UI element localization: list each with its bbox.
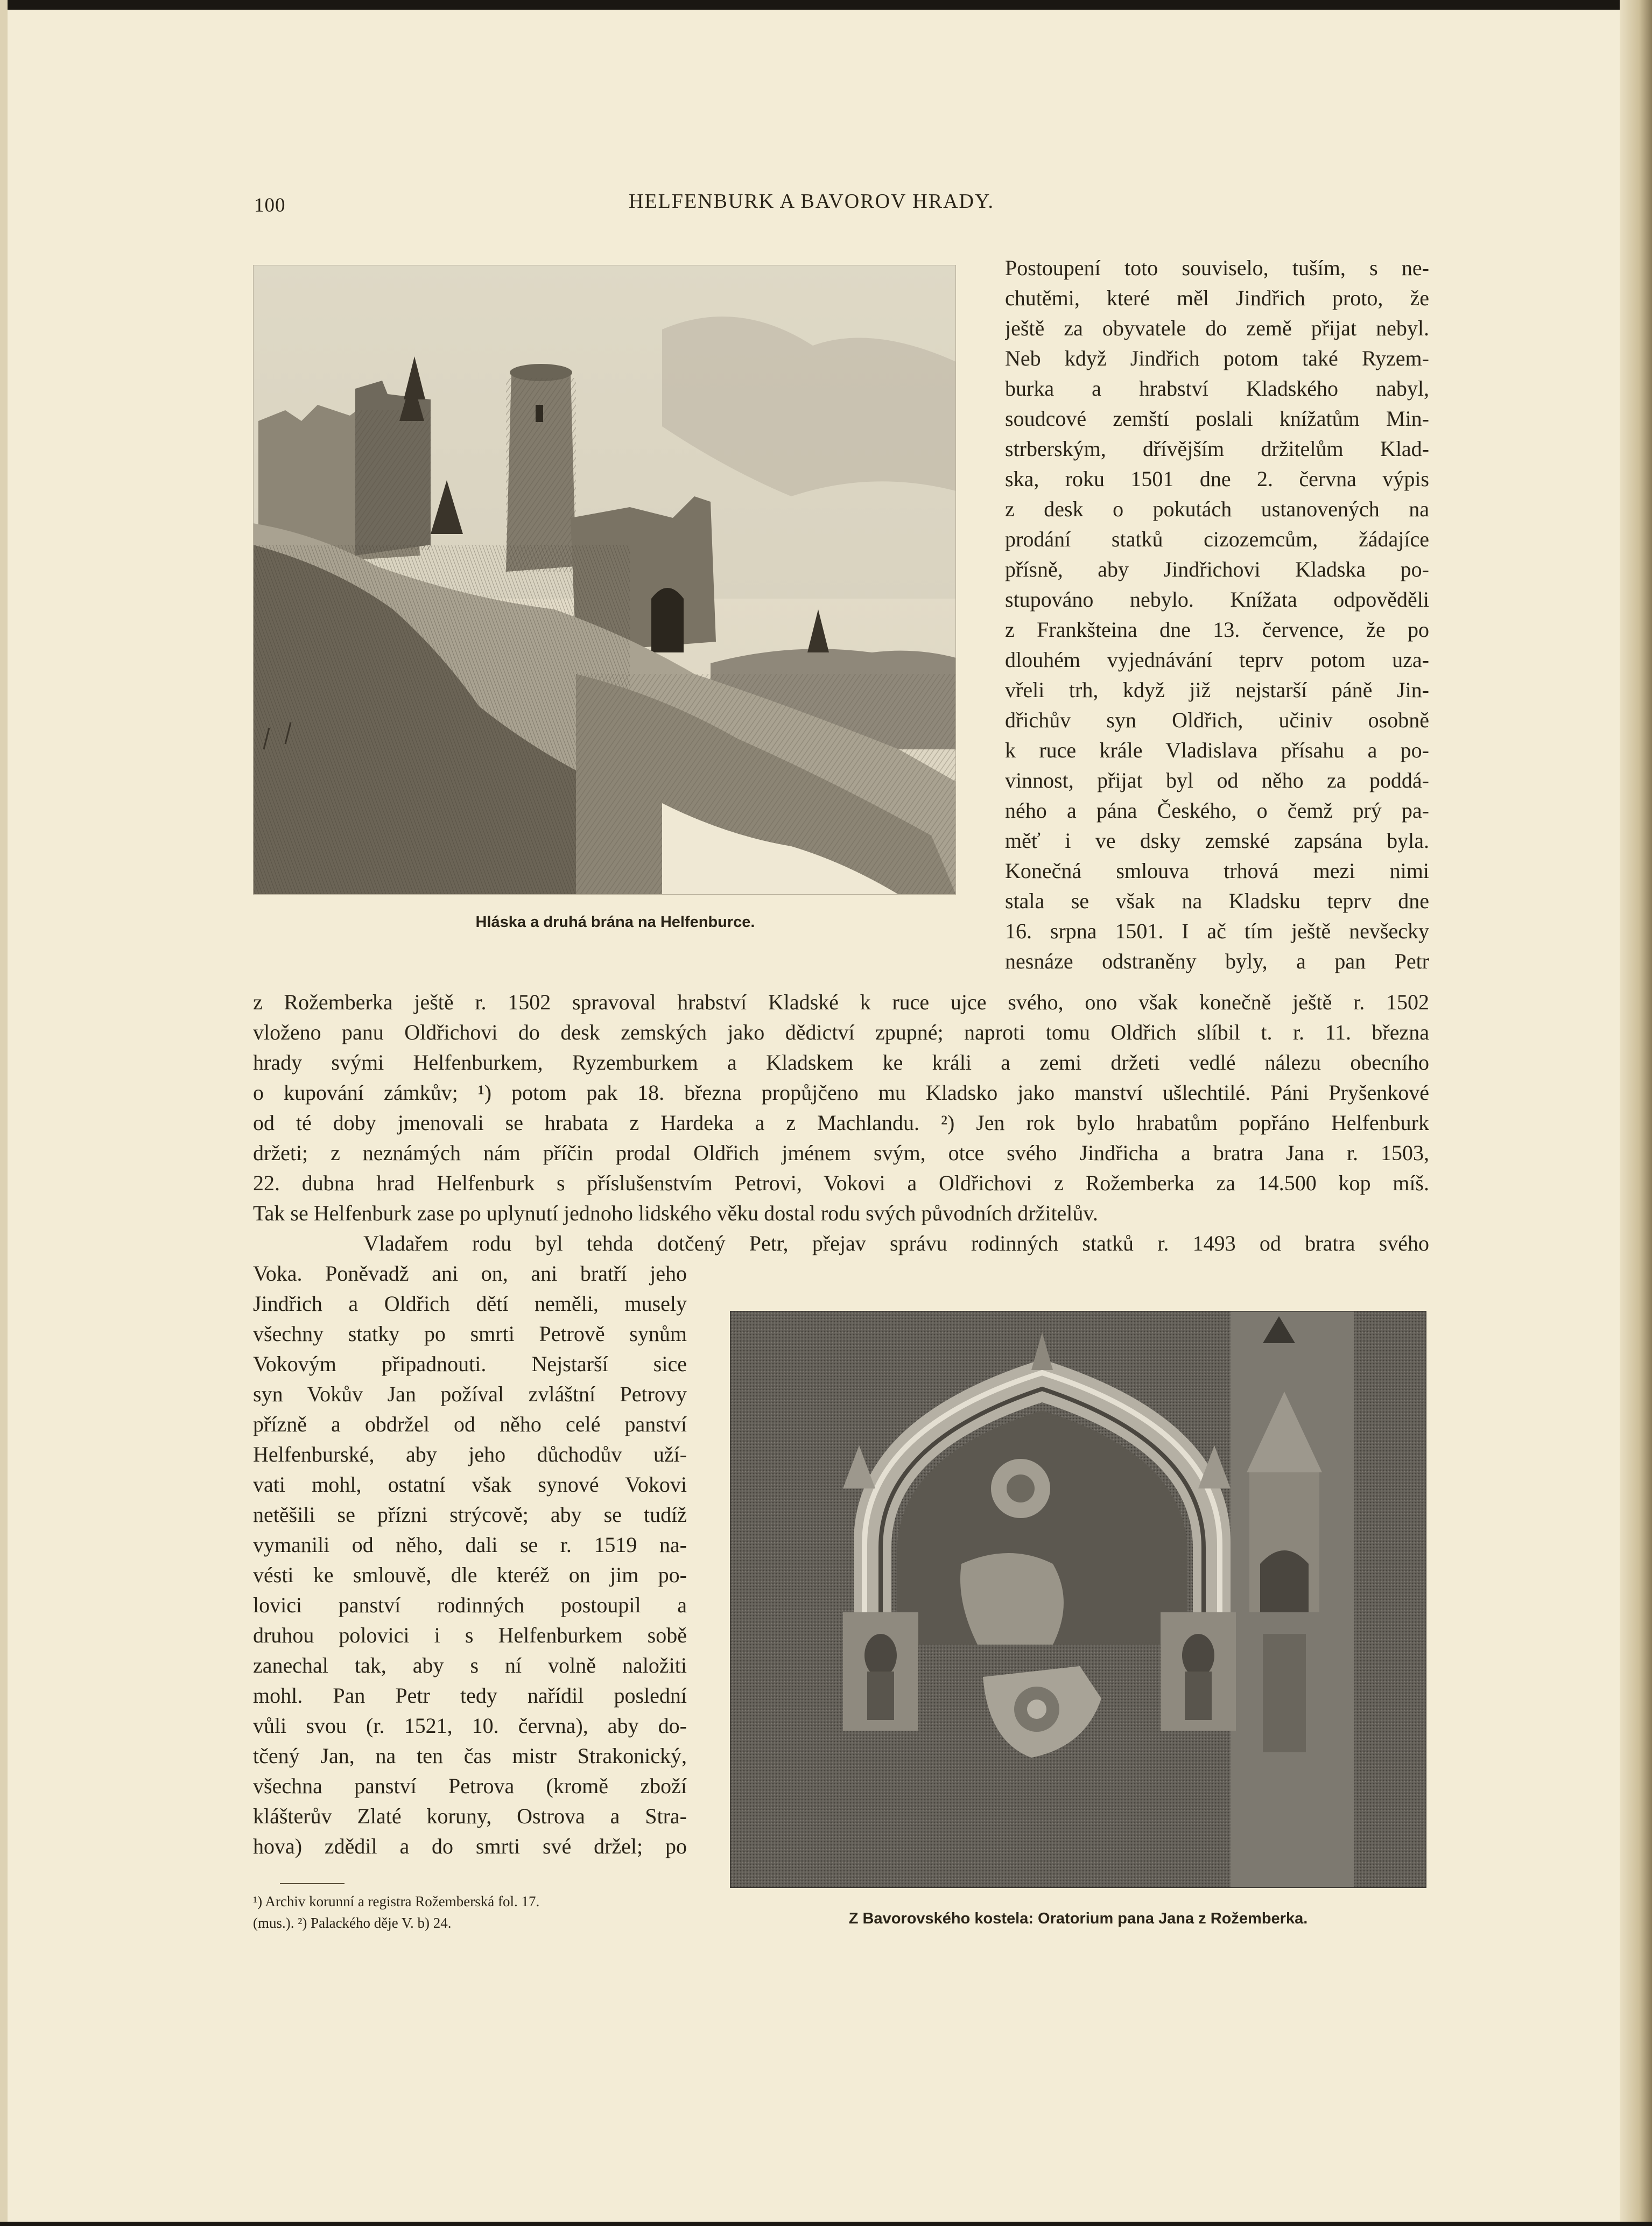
text-line: stupováno nebylo. Knížata odpověděli	[1005, 587, 1429, 612]
text-line: 22. dubna hrad Helfenburk s příslušenstvím Petrovi, Vokovi a Oldřichovi z Rožemberka za 14.500 kop míš.	[253, 1171, 1429, 1195]
text-line: vésti ke smlouvě, dle kteréž on jim po-	[253, 1563, 687, 1587]
text-line: soudcové zemští poslali knížatům Min-	[1005, 406, 1429, 431]
text-line: 16. srpna 1501. I ač tím ještě nevšecky	[1005, 919, 1429, 943]
text-line: Vladařem rodu byl tehda dotčený Petr, přejav správu rodinných statků r. 1493 od bratra svého	[363, 1231, 1429, 1255]
text-line: měť i ve dsky zemské zapsána byla.	[1005, 828, 1429, 853]
text-line: dřichův syn Oldřich, učiniv osobně	[1005, 708, 1429, 732]
text-line: od té doby jmenovali se hrabata z Hardeka a z Machlandu. ²) Jen rok bylo hrabatům popřáno Helfenburk	[253, 1111, 1429, 1135]
text-line: vůli svou (r. 1521, 10. června), aby do-	[253, 1714, 687, 1738]
text-line: ska, roku 1501 dne 2. června výpis	[1005, 467, 1429, 491]
castle-ruin-illustration	[253, 265, 956, 895]
text-line: z Frankšteina dne 13. července, že po	[1005, 617, 1429, 642]
figure1-caption: Hláska a druhá brána na Helfenburce.	[475, 914, 755, 931]
text-line: ještě za obyvatele do země přijat nebyl.	[1005, 316, 1429, 340]
text-line: Konečná smlouva trhová mezi nimi	[1005, 859, 1429, 883]
text-line: přízně a obdržel od něho celé panství	[253, 1412, 687, 1436]
text-line: netěšili se přízni strýcově; aby se tudíž	[253, 1502, 687, 1527]
text-line: vymanili od něho, dali se r. 1519 na-	[253, 1533, 687, 1557]
left-column-text	[253, 1259, 687, 1862]
oratorium-relief-photo	[730, 1311, 1426, 1888]
footnote-rule	[280, 1883, 345, 1884]
text-line: syn Vokův Jan požíval zvláštní Petrovy	[253, 1382, 687, 1406]
text-line: vřeli trh, když již nejstarší páně Jin-	[1005, 678, 1429, 702]
text-line: hrady svými Helfenburkem, Ryzemburkem a Kladskem ke králi a zemi držeti vedlé nálezu obecního	[253, 1050, 1429, 1075]
running-head: HELFENBURK A BAVOROV HRADY.	[629, 190, 995, 213]
text-line: vloženo panu Oldřichovi do desk zemských jako dědictví zpupné; naproti tomu Oldřich slíbil t. r. 11. března	[253, 1020, 1429, 1044]
footnote: ¹) Archiv korunní a registra Rožemberská fol. 17.	[253, 1893, 540, 1909]
text-line: tčený Jan, na ten čas mistr Strakonický,	[253, 1744, 687, 1768]
text-line: mohl. Pan Petr tedy nařídil poslední	[253, 1683, 687, 1708]
text-line: z desk o pokutách ustanovených na	[1005, 497, 1429, 521]
text-line: lovici panství rodinných postoupil a	[253, 1593, 687, 1617]
text-line: Helfenburské, aby jeho důchodův uží-	[253, 1442, 687, 1466]
text-line: dlouhém vyjednávání teprv potom uza-	[1005, 648, 1429, 672]
full-width-text	[253, 987, 1429, 1259]
right-column-text	[1005, 253, 1429, 977]
figure2-caption: Z Bavorovského kostela: Oratorium pana Jana z Rožemberka.	[848, 1910, 1308, 1927]
text-line: Jindřich a Oldřich dětí neměli, musely	[253, 1291, 687, 1316]
top-scan-edge	[0, 0, 1652, 10]
text-line: prodání statků cizozemcům, žádajíce	[1005, 527, 1429, 551]
text-line: Tak se Helfenburk zase po uplynutí jednoho lidského věku dostal rodu svých původních držitelův.	[253, 1201, 1098, 1225]
text-line: Voka. Poněvadž ani on, ani bratří jeho	[253, 1261, 687, 1286]
text-line: Vokovým připadnouti. Nejstarší sice	[253, 1352, 687, 1376]
left-scan-edge	[0, 0, 8, 2226]
text-line: o kupování zámkův; ¹) potom pak 18. března propůjčeno mu Kladsko jako manství ušlechtilé. Páni Pryšenkové	[253, 1080, 1429, 1105]
text-line: klášterův Zlaté koruny, Ostrova a Stra-	[253, 1804, 687, 1828]
text-line: všechna panství Petrova (kromě zboží	[253, 1774, 687, 1798]
text-line: všechny statky po smrti Petrově synům	[253, 1322, 687, 1346]
text-line: ného a pána Českého, o čemž prý pa-	[1005, 798, 1429, 823]
text-line: hova) zdědil a do smrti své držel; po	[253, 1834, 687, 1858]
footnotes	[253, 1891, 694, 1934]
text-line: burka a hrabství Kladského nabyl,	[1005, 376, 1429, 401]
text-line: k ruce krále Vladislava přísahu a po-	[1005, 738, 1429, 762]
bottom-scan-edge	[0, 2222, 1652, 2226]
text-line: Neb když Jindřich potom také Ryzem-	[1005, 346, 1429, 370]
footnote: (mus.). ²) Palackého děje V. b) 24.	[253, 1915, 452, 1931]
right-page-edge	[1620, 0, 1652, 2226]
text-line: stala se však na Kladsku teprv dne	[1005, 889, 1429, 913]
text-line: držeti; z neznámých nám příčin prodal Oldřich jménem svým, otce svého Jindřicha a bratra Jana r. 1503,	[253, 1141, 1429, 1165]
text-line: nesnáze odstraněny byly, a pan Petr	[1005, 949, 1429, 973]
text-line: strberským, dřívějším držitelům Klad-	[1005, 437, 1429, 461]
text-line: chutěmi, které měl Jindřich proto, že	[1005, 286, 1429, 310]
text-line: z Rožemberka ještě r. 1502 spravoval hrabství Kladské k ruce ujce svého, ono však konečně ještě r. 1502	[253, 990, 1429, 1014]
text-line: přísně, aby Jindřichovi Kladska po-	[1005, 557, 1429, 581]
text-line: vinnost, přijat byl od něho za poddá-	[1005, 768, 1429, 792]
text-line: zanechal tak, aby s ní volně naložiti	[253, 1653, 687, 1677]
text-line: druhou polovici i s Helfenburkem sobě	[253, 1623, 687, 1647]
text-line: vati mohl, ostatní však synové Vokovi	[253, 1472, 687, 1497]
page-number: 100	[254, 194, 286, 216]
text-line: Postoupení toto souviselo, tuším, s ne-	[1005, 256, 1429, 280]
